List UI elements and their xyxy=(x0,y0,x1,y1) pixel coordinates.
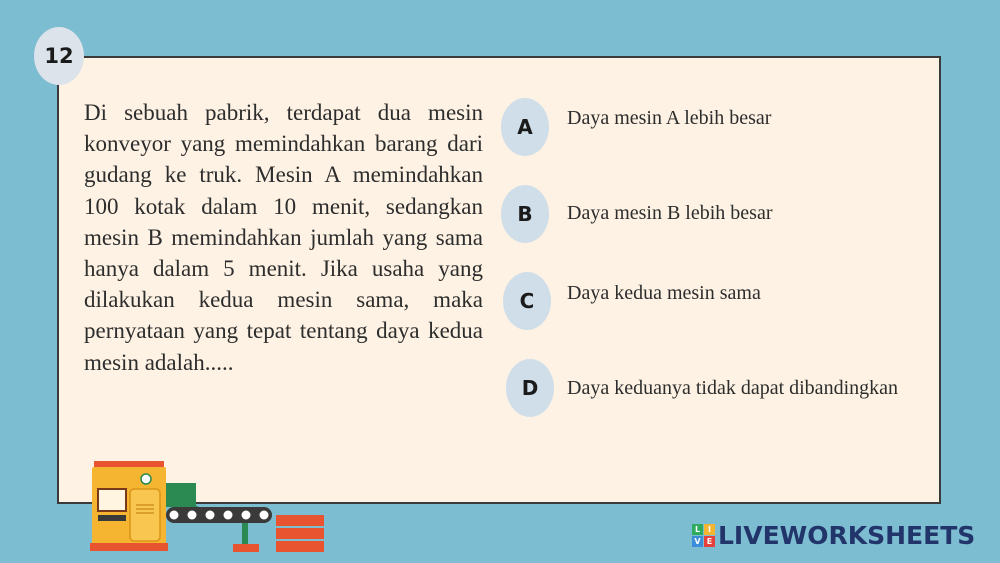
crate-box xyxy=(276,515,324,526)
option-d-button[interactable]: D xyxy=(506,359,554,417)
logo-mark-icon: L I V E xyxy=(692,524,715,547)
option-d-label[interactable]: Daya keduanya tidak dapat dibandingkan xyxy=(567,377,898,399)
question-text: Di sebuah pabrik, terdapat dua mesin konveyor yang memindahkan barang dari gudang ke truk. Mesin A memindahkan 100 kotak dalam 10 menit, sedangkan mesin B memindahkan jumlah yang sama hanya dalam 5 menit. Jika usaha yang dilakukan kedua mesin sama, maka pernyataan yang tepat tentang daya kedua mesin adalah..... xyxy=(84,100,483,375)
crate-box xyxy=(276,541,324,552)
option-c-button[interactable]: C xyxy=(503,272,551,330)
option-a-label[interactable]: Daya mesin A lebih besar xyxy=(567,107,772,129)
factory-conveyor-illustration xyxy=(80,455,330,555)
crate-box xyxy=(276,528,324,539)
question-number-badge: 12 xyxy=(34,27,84,85)
option-c-label[interactable]: Daya kedua mesin sama xyxy=(567,282,761,304)
option-a-button[interactable]: A xyxy=(501,98,549,156)
option-b-label[interactable]: Daya mesin B lebih besar xyxy=(567,202,773,224)
liveworksheets-logo[interactable] xyxy=(692,521,975,550)
logo-text: LIVEWORKSHEETS xyxy=(718,521,976,550)
conveyor-belt xyxy=(166,507,272,523)
option-b-button[interactable]: B xyxy=(501,185,549,243)
